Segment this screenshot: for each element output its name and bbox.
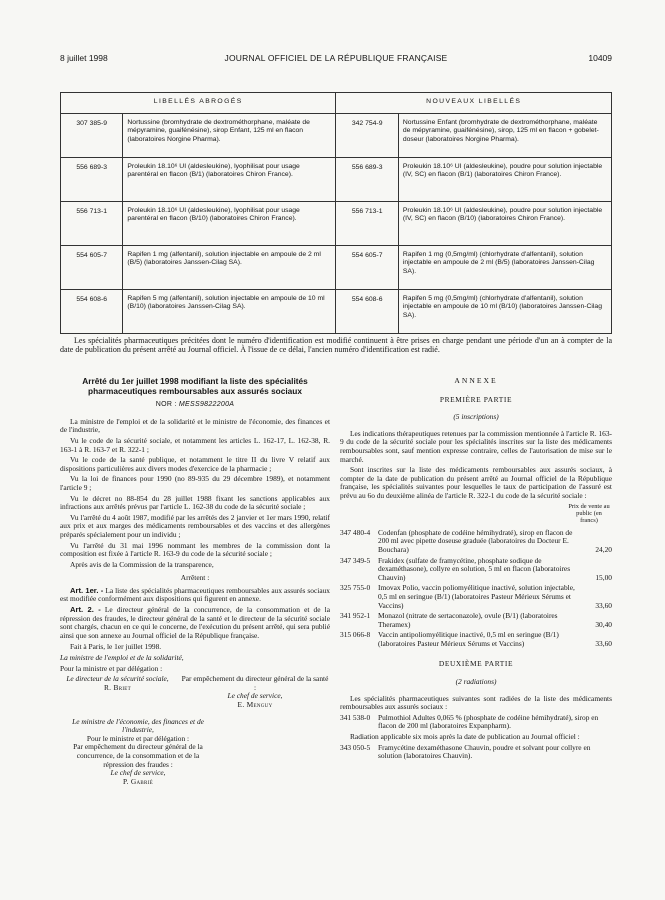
signature-directeur-securite-sociale — [60, 675, 175, 709]
sig3-title: Le chef de service, — [110, 768, 166, 778]
article-1 — [60, 587, 330, 604]
sig1-name: R. Briet — [103, 682, 132, 692]
old-code: 307 385-9 — [61, 114, 123, 158]
journal-title: JOURNAL OFFICIEL DE LA RÉPUBLIQUE FRANÇAISE — [224, 53, 448, 63]
sig3-pre: Par empêchement du directeur général de la concurrence, de la consommation et de la répression des fraudes : — [73, 742, 203, 769]
visa-paragraph: Vu le code de la santé publique, et notamment le titre II du livre V relatif aux dispositions particulières aux divers modes d'exercice de la pharmacie ; — [60, 455, 330, 473]
table-row — [61, 246, 612, 290]
ministre-emploi-delegation: Pour la ministre et par délégation : — [60, 663, 163, 673]
visa-paragraph: La ministre de l'emploi et de la solidarité et le ministre de l'économie, des finances et de l'industrie, — [60, 416, 330, 435]
sig2-title: Le chef de service, — [227, 691, 283, 701]
premiere-partie-title: PREMIÈRE PARTIE — [439, 394, 513, 404]
rad-label: Framycétine dexaméthasone Chauvin, poudre et solvant pour collyre en solution (laboratoires Chauvin). — [378, 742, 591, 761]
table-row — [61, 202, 612, 246]
list-item — [340, 631, 612, 648]
header-nouveaux-libelles: NOUVEAUX LIBELLÉS — [336, 93, 612, 114]
article-2-text: Le directeur général de la concurrence, de la consommation et de la répression des fraudes, le directeur général de la santé et le directeur de la sécurité sociale sont chargés, chacun en ce qui le concerne, de l'exécution du présent arrêté, qui sera publié ainsi que son annexe au Journal officiel de la République française. — [60, 605, 330, 640]
signature-economie — [68, 718, 208, 787]
annexe-title: ANNEXE — [454, 376, 498, 385]
article-1-label: Art. 1er. - — [70, 585, 104, 595]
page-header — [60, 53, 612, 67]
old-label: Proleukin 18.10⁶ UI (aldesleukine), lyophilisat pour usage parentéral en flacon (B/10) (laboratoires Chiron France). — [123, 202, 336, 246]
libelles-table — [60, 92, 612, 334]
list-item — [340, 557, 612, 583]
arrete-title: Arrêté du 1er juillet 1998 modifiant la liste des spécialités pharmaceutiques remboursables aux assurés sociaux — [82, 376, 308, 396]
med-code: 341 952-1 — [340, 611, 371, 621]
med-label: Frakidex (sulfate de framycétine, phosphate sodique de dexaméthasone), collyre en solution, 5 ml en flacon (laboratoires Chauvin) — [378, 555, 571, 582]
table-row — [61, 114, 612, 158]
table-header-row — [61, 93, 612, 114]
left-column — [60, 377, 330, 786]
new-code: 556 713-1 — [336, 202, 398, 246]
nor-label: NOR : — [155, 401, 177, 409]
page-number: 10409 — [588, 53, 612, 63]
sig2-name: E. Menguy — [237, 700, 273, 709]
sig3-name: P. Gabrié — [122, 776, 154, 786]
article-2 — [60, 606, 330, 640]
ministre-emploi: La ministre de l'emploi et de la solidarité, — [60, 653, 184, 663]
fait-a-paris: Fait à Paris, le 1er juillet 1998. — [70, 642, 162, 652]
price-header-text: Prix de vente au public (en francs) — [568, 502, 610, 525]
old-label: Nortussine (bromhydrate de dextrométhorphane, maléate de mépyramine, guaifénésine), sirop Enfant, 125 ml en flacon (laboratoires Norgine Pharma). — [123, 114, 336, 158]
old-code: 554 608-6 — [61, 290, 123, 334]
med-code: 315 066-8 — [340, 630, 371, 640]
article-1-text: La liste des spécialités pharmaceutiques remboursables aux assurés sociaux est modifiée conformément aux dispositions qui figurent en annexe. — [60, 585, 330, 604]
table-row — [61, 290, 612, 334]
deuxieme-partie-subtitle: (2 radiations) — [455, 677, 497, 687]
old-code: 556 713-1 — [61, 202, 123, 246]
list-item — [340, 584, 612, 610]
arretent-label: Arrêtent : — [180, 573, 210, 583]
new-code: 554 605-7 — [336, 246, 398, 290]
premiere-partie-subtitle: (5 inscriptions) — [453, 412, 499, 422]
annexe-paragraph: Les indications thérapeutiques retenues par la commission mentionnée à l'article R. 163-9 du code de la sécurité sociale pour les spécialités inscrites sur la liste des médicaments remboursables sont, sauf mention expresse contraire, celles de l'autorisation de mise sur le marché. — [340, 428, 612, 464]
rad-label: Pulmothiol Adultes 0,065 % (phosphate de codéine hémihydraté), sirop en flacon de 200 ml (laboratoires Expanpharm). — [378, 712, 599, 731]
med-price: 15,00 — [595, 572, 612, 582]
visa-paragraph: Vu la loi de finances pour 1990 (no 89-935 du 29 décembre 1989), et notamment l'article 9 ; — [60, 474, 330, 492]
header-date: 8 juillet 1998 — [60, 53, 108, 63]
visa-paragraph: Vu l'arrêté du 31 mai 1996 nommant les membres de la commission dont la composition est fixée à l'article R. 163-9 du code de la sécurité sociale ; — [60, 540, 330, 559]
nor-value: MESS9822200A — [178, 401, 235, 409]
old-code: 554 605-7 — [61, 246, 123, 290]
visa-paragraph: Vu le décret no 88-854 du 28 juillet 1988 fixant les sanctions applicables aux infractions aux arrêtés prévus par l'article L. 162-38 du code de la sécurité sociale ; — [60, 493, 330, 512]
list-item — [340, 744, 612, 761]
price-column-header — [340, 503, 612, 525]
visa-paragraph: Vu le code de la sécurité sociale, et notamment les articles L. 162-17, L. 162-38, R. 163-1 à R. 163-7 et R. 322-1 ; — [60, 435, 330, 454]
ministre-economie-delegation: Pour le ministre et par délégation : — [86, 733, 190, 743]
med-label: Monazol (nitrate de sertaconazole), ovule (B/1) (laboratoires Theramex) — [378, 611, 558, 629]
list-item — [340, 714, 612, 731]
ministre-economie: Le ministre de l'économie, des finances et de l'industrie, — [72, 716, 204, 735]
new-label: Nortussine Enfant (bromhydrate de dextrométhorphane, maléate de mépyramine, guaifénésine), sirop, 125 ml en flacon + gobelet-doseur (laboratoires Norgine Pharma). — [398, 114, 611, 158]
med-label: Imovax Polio, vaccin poliomyélitique inactivé, solution injectable, 0,5 ml en seringue (B/1) (laboratoires Pasteur Mérieux Sérums et Vaccins) — [378, 583, 575, 610]
med-code: 347 480-4 — [340, 527, 371, 537]
med-price: 33,60 — [595, 600, 612, 610]
med-label: Codenfan (phosphate de codéine hémihydraté), sirop en flacon de 200 ml avec pipette doseuse graduée (laboratoires du Docteur E. Bouchara) — [378, 527, 573, 554]
radiation-note: Radiation applicable six mois après la date de publication au Journal officiel : — [350, 732, 580, 742]
new-label: Rapifen 1 mg (0,5mg/ml) (chlorhydrate d'alfentanil), solution injectable en ampoule de 2 ml (B/5) (laboratoires Janssen-Cilag SA). — [398, 246, 611, 290]
list-item — [340, 612, 612, 629]
transition-note: Les spécialités pharmaceutiques précitées dont le numéro d'identification est modifié continuent à être prises en charge pendant une période d'un an à compter de la date de publication du présent arrêté au Journal officiel. À l'issue de ce délai, l'ancien numéro d'identification est radié. — [60, 336, 612, 355]
list-item — [340, 529, 612, 555]
med-price: 33,60 — [595, 638, 612, 648]
old-code: 556 689-3 — [61, 158, 123, 202]
med-code: 347 349-5 — [340, 555, 371, 565]
table-row — [61, 158, 612, 202]
signature-row — [60, 675, 330, 709]
visa-paragraph: Vu l'arrêté du 4 août 1987, modifié par les arrêtés des 2 janvier et 1er mars 1990, relatif aux prix et aux marges des médicaments remboursables et des vaccins et des allergènes préparés spécialement pour un individu ; — [60, 512, 330, 539]
sig1-title: Le directeur de la sécurité sociale, — [66, 674, 169, 684]
annexe-paragraph: Les spécialités pharmaceutiques suivantes sont radiées de la liste des médicaments remboursables aux assurés sociaux : — [340, 693, 612, 712]
new-code: 342 754-9 — [336, 114, 398, 158]
rad-code: 343 050-5 — [340, 742, 371, 752]
article-2-label: Art. 2. - — [70, 605, 101, 615]
header-libelles-abroges: LIBELLÉS ABROGÉS — [61, 93, 336, 114]
new-code: 554 608-6 — [336, 290, 398, 334]
annexe-paragraph: Sont inscrites sur la liste des médicaments remboursables aux assurés sociaux, à compter de la date de publication du présent arrêté au Journal officiel de la République française, les spécialités suivantes pour lesquelles le taux de participation de l'assuré est prévu au 6o du deuxième alinéa de l'article R. 322-1 du code de la sécurité sociale : — [340, 465, 612, 500]
med-price: 30,40 — [595, 619, 612, 629]
new-label: Proleukin 18.10⁶ UI (aldesleukine), poudre pour solution injectable (IV, SC) en flacon (B/10) (laboratoires Chiron France). — [398, 202, 611, 246]
nor-reference — [60, 401, 330, 410]
new-label: Rapifen 5 mg (0,5mg/ml) (chlorhydrate d'alfentanil), solution injectable en ampoule de 10 ml (B/10) (laboratoires Janssen-Cilag SA). — [398, 290, 611, 334]
visa-paragraph: Après avis de la Commission de la transparence, — [70, 559, 214, 569]
new-code: 556 689-3 — [336, 158, 398, 202]
right-column — [340, 377, 612, 763]
new-label: Proleukin 18.10⁶ UI (aldesleukine), poudre pour solution injectable (IV, SC) en flacon (B/1) (laboratoires Chiron France). — [398, 158, 611, 202]
signature-sante — [180, 675, 330, 709]
old-label: Rapifen 1 mg (alfentanil), solution injectable en ampoule de 2 ml (B/5) (laboratoires Janssen-Cilag SA). — [123, 246, 336, 290]
rad-code: 341 538-0 — [340, 712, 371, 722]
old-label: Proleukin 18.10⁶ UI (aldesleukine), lyophilisat pour usage parentéral en flacon (B/1) (laboratoires Chiron France). — [123, 158, 336, 202]
deuxieme-partie-title: DEUXIÈME PARTIE — [438, 659, 514, 669]
med-label: Vaccin antipoliomyélitique inactivé, 0,5 ml en seringue (B/1) (laboratoires Pasteur Mérieux Sérums et Vaccins) — [378, 630, 559, 648]
sig2-pre: Par empêchement du directeur général de la santé : — [181, 674, 329, 692]
med-price: 24,20 — [595, 544, 612, 554]
med-code: 325 755-0 — [340, 583, 371, 593]
old-label: Rapifen 5 mg (alfentanil), solution injectable en ampoule de 10 ml (B/10) (laboratoires Janssen-Cilag SA). — [123, 290, 336, 334]
